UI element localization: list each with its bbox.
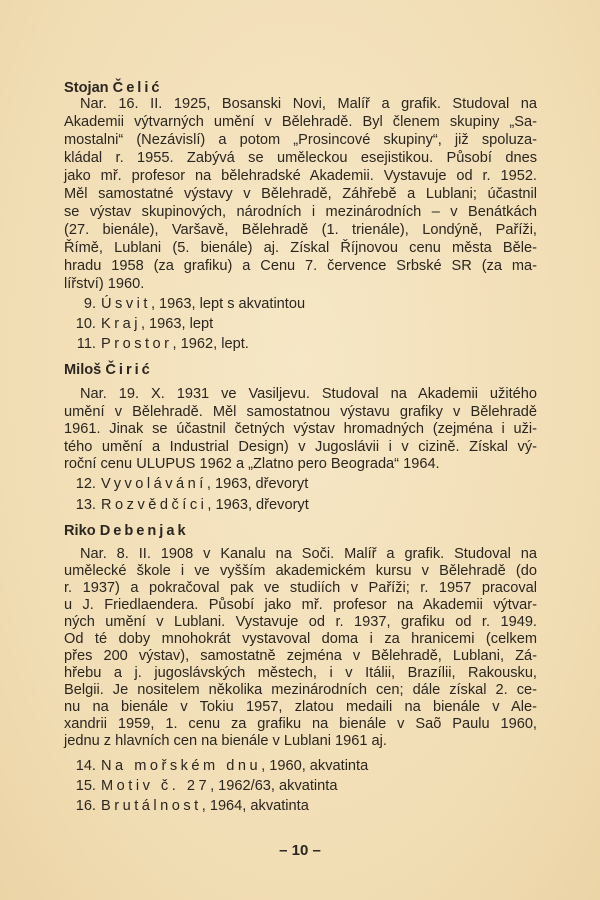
biography-line: Nar. 8. II. 1908 v Kanalu na Soči. Malíř a grafik. Studoval na bbox=[80, 546, 537, 562]
artwork-entry bbox=[68, 335, 249, 353]
artwork-entry bbox=[68, 315, 213, 333]
biography-line: Římě, Lublani (5. bienále) aj. Získal Říjnovou cenu města Běle- bbox=[64, 240, 537, 256]
artwork-entry bbox=[68, 757, 368, 775]
artwork-details: , 1962/63, akvatinta bbox=[210, 778, 338, 794]
biography-line: r. 1937) a pokračoval pak ve studiích v Paříži; r. 1957 pracoval bbox=[64, 580, 537, 596]
biography-line: (27. bienále), Varšavě, Bělehradě (1. trienále), Londýně, Paříži, bbox=[64, 222, 537, 238]
artist-name bbox=[64, 361, 153, 379]
biography-line: xandrii 1959, 1. cenu za grafiku na bienále v Saõ Paulu 1960, bbox=[64, 716, 537, 732]
biography-line: umění v Bělehradě. Měl samostatnou výstavu grafiky v Bělehradě bbox=[64, 403, 537, 420]
artist-last-name: Debenjak bbox=[99, 523, 189, 539]
artwork-details: , 1962, lept. bbox=[172, 336, 249, 352]
artwork-number: 15. bbox=[75, 778, 96, 794]
artist-first-name: Stojan bbox=[64, 80, 109, 96]
artwork-title: Kraj bbox=[101, 316, 141, 332]
artwork-title: Brutálnost bbox=[101, 798, 202, 814]
biography-line: Měl samostatné výstavy v Bělehradě, Záhřebě a Lublani; účastnil bbox=[64, 186, 537, 202]
biography-line: hřebu a j. jugoslávských městech, i v Itálii, Brazílii, Rakousku, bbox=[64, 665, 537, 681]
artist-first-name: Riko bbox=[64, 523, 96, 539]
artwork-number: 9. bbox=[83, 296, 96, 312]
artwork-number: 11. bbox=[76, 336, 96, 352]
biography-line: roční cenu ULUPUS 1962 a „Zlatno pero Beograda“ 1964. bbox=[64, 456, 440, 472]
artwork-title: Motiv č. 27 bbox=[101, 778, 211, 794]
biography-line: přes 200 výstav), samostatně zejména v Bělehradě, Lublani, Zá- bbox=[64, 648, 537, 664]
biography-line: mostalni“ (Nezávislí) a potom „Prosincové skupiny“, již spoluza- bbox=[64, 132, 537, 148]
artwork-number: 13. bbox=[75, 497, 96, 513]
artwork-details: , 1963, dřevoryt bbox=[206, 476, 309, 492]
artwork-entry bbox=[68, 777, 337, 795]
biography-line: jako mř. profesor na bělehradské Akademii. Vystavuje od r. 1952. bbox=[64, 168, 537, 184]
artwork-entry bbox=[68, 496, 309, 514]
artwork-details: , 1963, dřevoryt bbox=[207, 497, 309, 513]
artwork-details: , 1964, akvatinta bbox=[201, 798, 309, 814]
artwork-title: Vyvolávání bbox=[101, 476, 207, 492]
artist-last-name: Čirić bbox=[105, 362, 153, 378]
biography-line: ných umění v Lublani. Vystavuje od r. 1937, grafiku od r. 1949. bbox=[64, 614, 537, 630]
artwork-number: 16. bbox=[75, 798, 96, 814]
biography-line: Od té doby mnohokrát vystavoval doma i za hranicemi (celkem bbox=[64, 631, 537, 647]
biography-line: Nar. 19. X. 1931 ve Vasiljevu. Studoval na Akademii užitého bbox=[80, 386, 537, 402]
biography-line: Akademii výtvarných umění v Bělehradě. Byl členem skupiny „Sa- bbox=[64, 114, 537, 130]
biography-line: umělecké škole i ve vyšším akademickém kursu v Bělehradě (do bbox=[64, 563, 537, 579]
artwork-details: , 1963, lept bbox=[140, 316, 214, 332]
artwork-title: Na mořském dnu bbox=[101, 758, 262, 774]
biography-line: lířství) 1960. bbox=[64, 276, 145, 292]
biography-line: se výstav skupinových, národních i mezinárodních – v Benátkách bbox=[64, 204, 537, 220]
biography-line: u J. Friedlaendera. Působí jako mř. profesor na Akademii výtvar- bbox=[64, 597, 537, 613]
artwork-entry bbox=[68, 797, 309, 815]
artwork-entry bbox=[68, 475, 308, 493]
page-number: – 10 – bbox=[279, 842, 321, 859]
artist-name bbox=[64, 522, 189, 540]
biography-line: tého umění a Industrial Design) v Jugoslávii i v cizině. Získal vý- bbox=[64, 438, 537, 455]
biography-line: 1961. Jinak se účastnil četných výstav hromadných (zejména i uži- bbox=[64, 421, 537, 437]
artwork-details: , 1960, akvatinta bbox=[261, 758, 369, 774]
artwork-title: Rozvědčíci bbox=[101, 497, 208, 513]
biography-line: Belgii. Je nositelem několika mezinárodních cen; dále získal 2. ce- bbox=[64, 682, 537, 698]
artwork-details: , 1963, lept s akvatintou bbox=[150, 296, 306, 312]
biography-line: Nar. 16. II. 1925, Bosanski Novi, Malíř a grafik. Studoval na bbox=[80, 96, 537, 112]
artwork-entry bbox=[68, 295, 305, 313]
artist-first-name: Miloš bbox=[64, 362, 102, 378]
artwork-number: 12. bbox=[75, 476, 96, 492]
biography-line: jednu z hlavních cen na bienále v Lublani 1961 aj. bbox=[64, 733, 387, 749]
artwork-number: 10. bbox=[75, 316, 96, 332]
artist-last-name: Čelić bbox=[112, 80, 163, 96]
biography-line: hradu 1958 (za grafiku) a Cenu 7. července Srbské SR (za ma- bbox=[64, 258, 537, 274]
artwork-title: Prostor bbox=[101, 336, 173, 352]
biography-line: kládal r. 1955. Zabývá se uměleckou esejistikou. Působí dnes bbox=[64, 150, 537, 166]
artwork-number: 14. bbox=[75, 758, 96, 774]
biography-line: nu na bienále v Tokiu 1957, zlatou medaili na bienále v Ale- bbox=[64, 699, 537, 715]
artwork-title: Úsvit bbox=[101, 296, 151, 312]
